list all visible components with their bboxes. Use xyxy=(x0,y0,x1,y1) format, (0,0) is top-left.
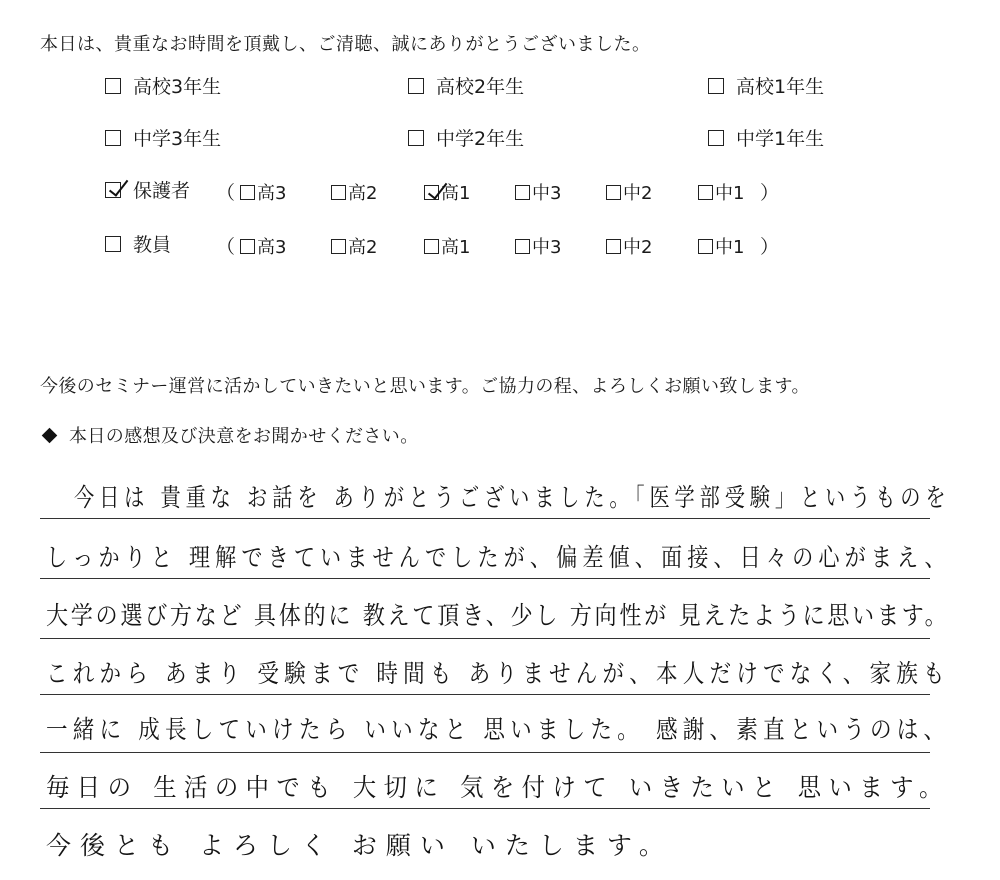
handwritten-line: 今日は 貴重な お話を ありがとうございました。「医学部受験」というものを xyxy=(74,483,951,512)
paren-open: （ xyxy=(216,236,236,258)
grade-label: 中1 xyxy=(715,183,745,204)
grade-label: 中3 xyxy=(532,183,562,204)
checkbox[interactable] xyxy=(515,185,530,200)
checkbox[interactable] xyxy=(331,185,346,200)
option-label: 高校1年生 xyxy=(736,76,825,98)
option-junior3[interactable] xyxy=(105,124,221,151)
writing-line xyxy=(40,518,930,519)
teacher-row xyxy=(0,230,1000,260)
grade-label: 中2 xyxy=(623,237,653,258)
checkbox[interactable] xyxy=(606,239,621,254)
grade-label: 高3 xyxy=(257,183,287,204)
checkbox-checked[interactable] xyxy=(424,185,439,200)
writing-line xyxy=(40,578,930,579)
guardian-grade-high1[interactable] xyxy=(424,179,470,205)
attendee-row-high xyxy=(0,72,1000,102)
option-high1[interactable] xyxy=(708,72,824,99)
option-label: 中学3年生 xyxy=(133,128,222,150)
checkbox[interactable] xyxy=(105,130,121,146)
checkbox-checked[interactable] xyxy=(105,182,121,198)
writing-line xyxy=(40,752,930,753)
checkbox[interactable] xyxy=(708,78,724,94)
option-high3[interactable] xyxy=(105,72,221,99)
checkbox[interactable] xyxy=(698,185,713,200)
option-guardian[interactable] xyxy=(105,176,190,203)
handwritten-line: 大学の選び方など 具体的に 教えて頂き、少し 方向性が 見えたように思います。 xyxy=(46,601,950,630)
checkbox[interactable] xyxy=(105,78,121,94)
option-label: 高校3年生 xyxy=(133,76,222,98)
question-text: 本日の感想及び決意をお聞かせください。 xyxy=(69,426,419,447)
guardian-grade-junior1[interactable] xyxy=(698,179,744,205)
guardian-grade-junior2[interactable] xyxy=(606,179,652,205)
teacher-grade-high3[interactable] xyxy=(240,233,286,259)
grade-label: 高1 xyxy=(441,183,471,204)
grade-label: 高1 xyxy=(441,237,471,258)
option-teacher[interactable] xyxy=(105,230,171,257)
option-label: 教員 xyxy=(133,234,172,256)
grade-label: 高2 xyxy=(348,183,378,204)
option-high2[interactable] xyxy=(408,72,524,99)
handwritten-line: 今後とも よろしく お願い いたします。 xyxy=(46,831,673,860)
checkbox[interactable] xyxy=(424,239,439,254)
paren-close: ） xyxy=(760,182,780,204)
option-junior2[interactable] xyxy=(408,124,524,151)
teacher-grade-junior1[interactable] xyxy=(698,233,744,259)
paren-open: （ xyxy=(216,182,236,204)
grade-label: 高2 xyxy=(348,237,378,258)
checkbox[interactable] xyxy=(240,239,255,254)
guardian-row xyxy=(0,176,1000,206)
checkbox[interactable] xyxy=(331,239,346,254)
guardian-grade-high3[interactable] xyxy=(240,179,286,205)
paren-close: ） xyxy=(760,236,780,258)
option-label: 高校2年生 xyxy=(436,76,525,98)
checkbox[interactable] xyxy=(515,239,530,254)
teacher-grade-junior2[interactable] xyxy=(606,233,652,259)
handwritten-line: これから あまり 受験まで 時間も ありませんが、本人だけでなく、家族も xyxy=(46,659,950,688)
diamond-bullet-icon xyxy=(42,428,58,444)
option-label: 中学2年生 xyxy=(436,128,525,150)
checkbox[interactable] xyxy=(408,78,424,94)
question-heading xyxy=(40,422,419,448)
writing-line xyxy=(40,638,930,639)
teacher-grade-junior3[interactable] xyxy=(515,233,561,259)
checkbox[interactable] xyxy=(708,130,724,146)
grade-label: 中3 xyxy=(532,237,562,258)
guardian-grade-junior3[interactable] xyxy=(515,179,561,205)
checkbox[interactable] xyxy=(105,236,121,252)
guardian-grade-high2[interactable] xyxy=(331,179,377,205)
grade-label: 高3 xyxy=(257,237,287,258)
grade-label: 中2 xyxy=(623,183,653,204)
teacher-grade-high1[interactable] xyxy=(424,233,470,259)
handwritten-line: 毎日の 生活の中でも 大切に 気を付けて いきたいと 思います。 xyxy=(46,773,950,802)
handwritten-line: しっかりと 理解できていませんでしたが、偏差値、面接、日々の心がまえ、 xyxy=(46,543,951,572)
checkbox[interactable] xyxy=(606,185,621,200)
attendee-row-junior xyxy=(0,124,1000,154)
request-text: 今後のセミナー運営に活かしていきたいと思います。ご協力の程、よろしくお願い致します。 xyxy=(40,376,810,397)
writing-line xyxy=(40,694,930,695)
option-label: 中学1年生 xyxy=(736,128,825,150)
checkbox[interactable] xyxy=(408,130,424,146)
checkbox[interactable] xyxy=(698,239,713,254)
checkbox[interactable] xyxy=(240,185,255,200)
grade-label: 中1 xyxy=(715,237,745,258)
option-junior1[interactable] xyxy=(708,124,824,151)
option-label: 保護者 xyxy=(133,180,191,202)
intro-text: 本日は、貴重なお時間を頂戴し、ご清聴、誠にありがとうございました。 xyxy=(40,34,651,55)
handwritten-line: 一緒に 成長していけたら いいなと 思いました。 感謝、素直というのは、 xyxy=(46,715,951,744)
teacher-grade-high2[interactable] xyxy=(331,233,377,259)
writing-line xyxy=(40,808,930,809)
